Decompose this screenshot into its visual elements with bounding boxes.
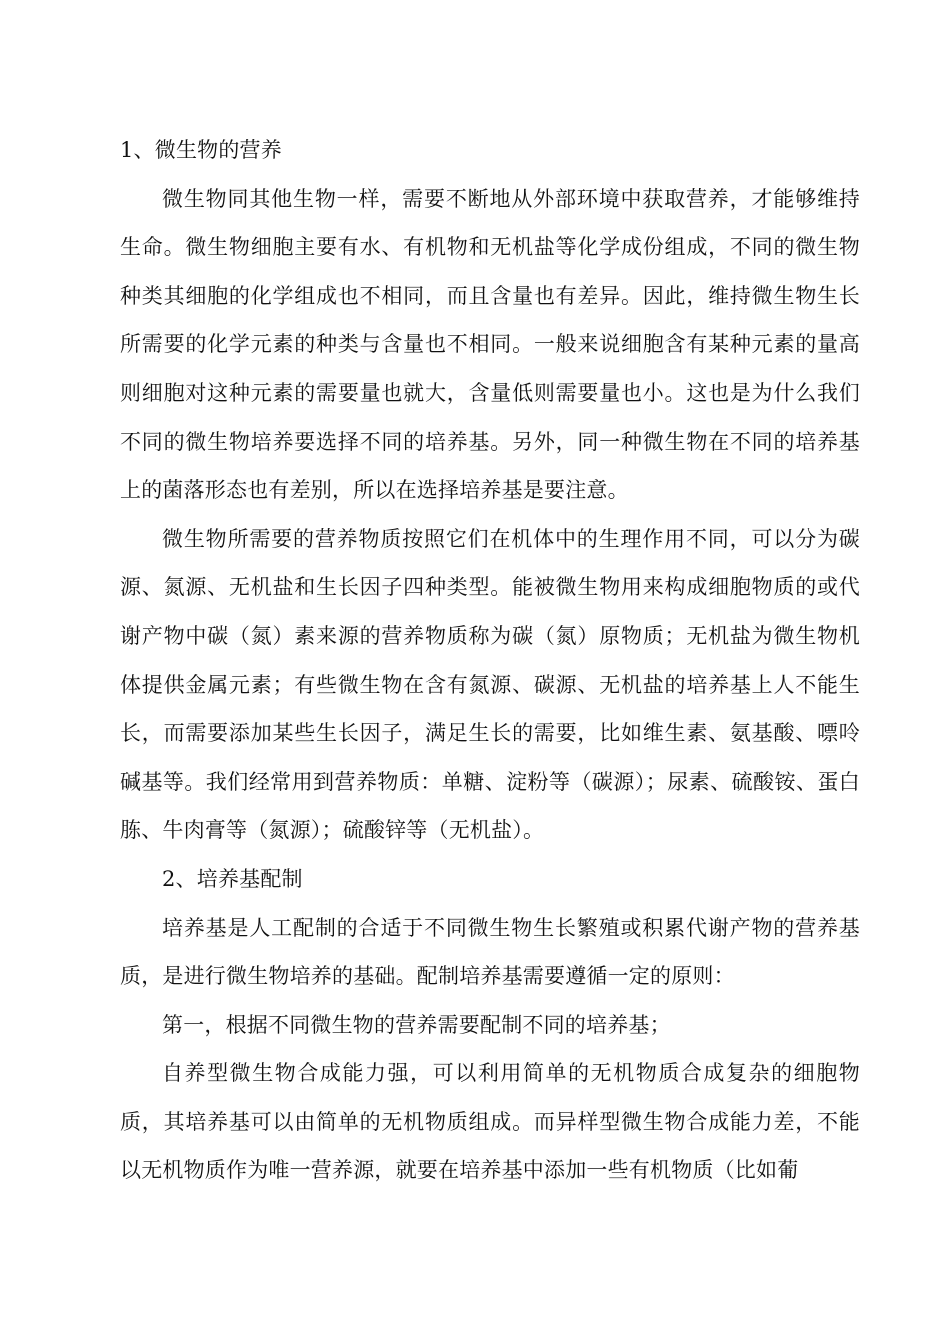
paragraph-4: 第一，根据不同微生物的营养需要配制不同的培养基；	[162, 1012, 671, 1037]
paragraph-1: 微生物同其他生物一样，需要不断地从外部环境中获取营养，才能够维持生命。微生物细胞主要有水、有机物和无机盐等化学成份组成，不同的微生物种类其细胞的化学组成也不相同，而且含量也有差异。因此，维持微生物生长所需要的化学元素的种类与含量也不相同。一般来说细胞含有某种元素的量高则细胞对这种元素的需要量也就大，含量低则需要量也小。这也是为什么我们不同的微生物培养要选择不同的培养基。另外，同一种微生物在不同的培养基上的菌落形态也有差别，所以在选择培养基是要注意。	[120, 186, 860, 503]
paragraph-3: 培养基是人工配制的合适于不同微生物生长繁殖或积累代谢产物的营养基质，是进行微生物培养的基础。配制培养基需要遵循一定的原则：	[120, 915, 860, 989]
document-body	[120, 126, 860, 1195]
paragraph-5: 自养型微生物合成能力强，可以利用简单的无机物质合成复杂的细胞物质，其培养基可以由简单的无机物质组成。而异样型微生物合成能力差，不能以无机物质作为唯一营养源，就要在培养基中添加一些有机物质（比如葡	[120, 1061, 860, 1183]
paragraph-2: 微生物所需要的营养物质按照它们在机体中的生理作用不同，可以分为碳源、氮源、无机盐和生长因子四种类型。能被微生物用来构成细胞物质的或代谢产物中碳（氮）素来源的营养物质称为碳（氮）原物质；无机盐为微生物机体提供金属元素；有些微生物在含有氮源、碳源、无机盐的培养基上人不能生长，而需要添加某些生长因子，满足生长的需要，比如维生素、氨基酸、嘌呤碱基等。我们经常用到营养物质：单糖、淀粉等（碳源）；尿素、硫酸铵、蛋白胨、牛肉膏等（氮源）；硫酸锌等（无机盐）。	[120, 526, 860, 843]
section-heading-1: 1、微生物的营养	[120, 138, 282, 162]
section-heading-2: 2、培养基配制	[162, 866, 303, 891]
